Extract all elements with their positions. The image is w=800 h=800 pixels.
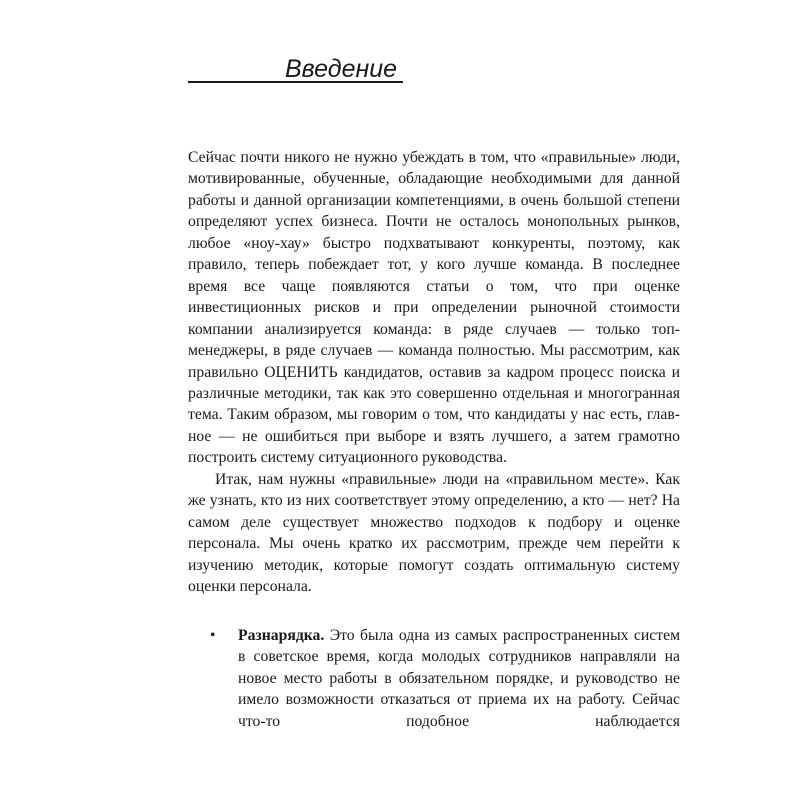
bullet-list — [210, 625, 680, 732]
bullet-item — [238, 625, 680, 732]
bullet-description: Это была одна из самых распространенных систем в советское время, когда молодых сотрудников направляли на новое место работы в обязательном порядке, и руководство не имело возможности отказаться от приема их на работу. Сейчас что-то подобное наблюдается — [238, 627, 680, 730]
body-text — [188, 147, 680, 598]
paragraph-approaches: Итак, нам нужны «правильные» люди на «правильном месте». Как же узнать, кто из них соответствует этому определению, а кто — нет? На самом деле существует множество подходов к подбору и оценке персонала. Мы очень кратко их рассмотрим, прежде чем перейти к изучению методик, которые помогут создать оптимальную систему оценки персонала. — [188, 470, 680, 596]
bullet-marker: • — [210, 627, 216, 644]
chapter-title: Введение — [285, 55, 398, 83]
paragraph-intro: Сейчас почти никого не нужно убеждать в том, что «правильные» люди, мотивированные, обученные, обладающие необходимыми для данной работы и данной организации компетенциями, в очень большой степени определяют успех бизнеса. Почти не осталось монопольных рынков, любое «ноу-хау» быстро подхватывают конкуренты, поэтому, как правило, теперь побеждает тот, у кого лучше команда. В последнее время все чаще появляются статьи о том, что при оценке инвестиционных рисков и при определении рыночной стоимости компании анализируется команда: в ряде случаев — только топ-менеджеры, в ряде случаев — команда полностью. Мы рассмотрим, как правильно ОЦЕНИТЬ кандидатов, оставив за кадром процесс поиска и различные методики, так как это совершенно отдельная и многогранная тема. Таким образом, мы говорим о том, что кандидаты у нас есть, главное — не ошибиться при выборе и взять лучшего, а затем грамотно построить систему ситуационного руководства. — [188, 149, 680, 467]
bullet-term: Разнарядка. — [238, 627, 325, 644]
